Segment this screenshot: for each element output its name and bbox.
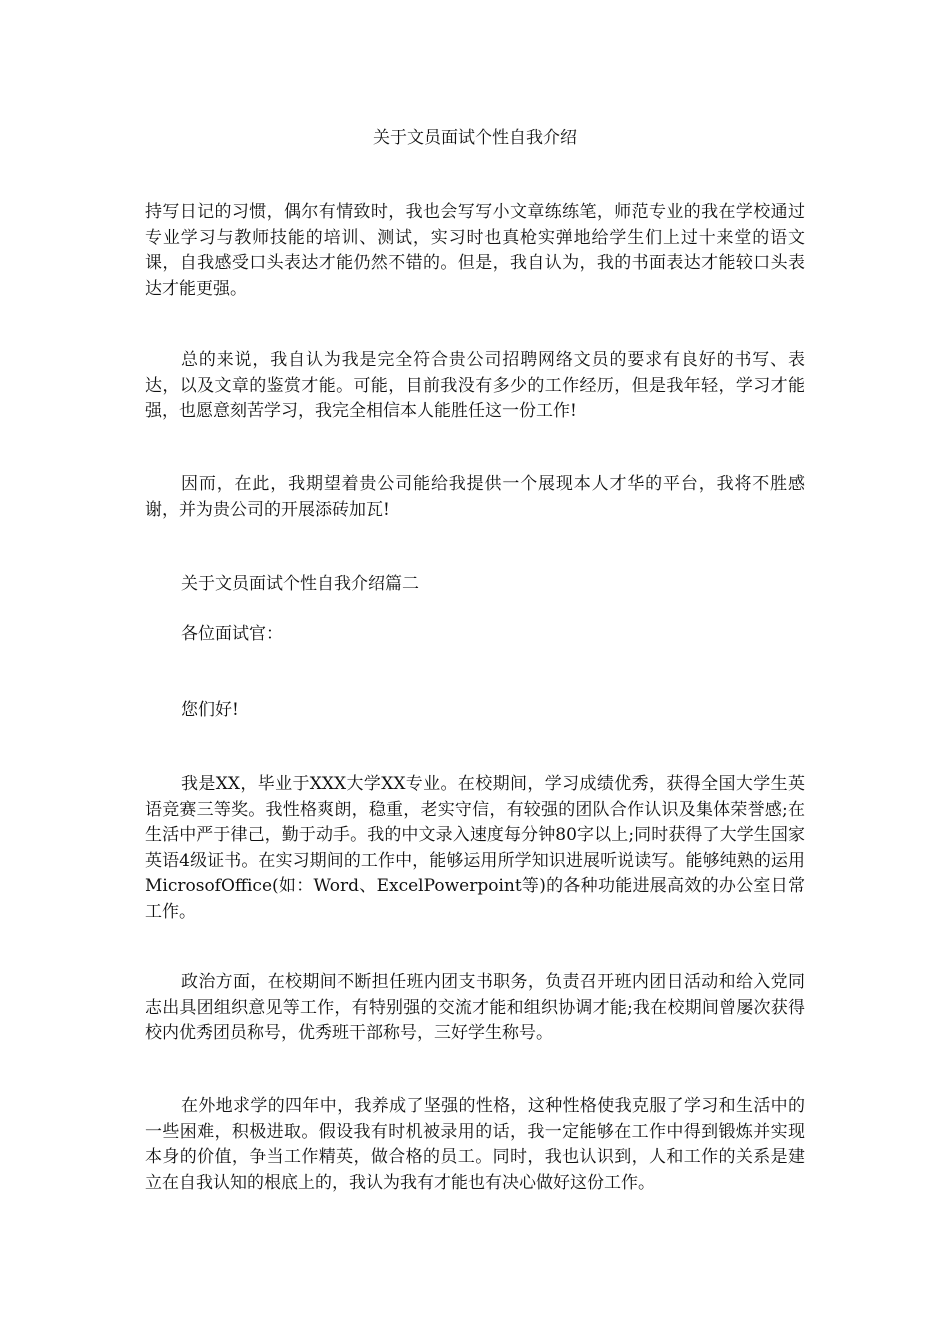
paragraph-character: 在外地求学的四年中，我养成了坚强的性格，这种性格使我克服了学习和生活中的一些困难，积极进取。假设我有时机被录用的话，我一定能够在工作中得到锻炼并实现本身的价值，争当工作精英，做合格的员工。同时，我也认识到，人和工作的关系是建立在自我认知的根底上的，我认为我有才能也有决心做好这份工作。	[145, 1096, 805, 1193]
paragraph-politics: 政治方面，在校期间不断担任班内团支书职务，负责召开班内团日活动和给入党同志出具团组织意见等工作，有特别强的交流才能和组织协调才能;我在校期间曾屡次获得校内优秀团员称号，优秀班干部称号，三好学生称号。	[145, 972, 805, 1043]
document-title: 关于文员面试个性自我介绍	[373, 128, 577, 148]
paragraph-self-intro: 我是XX，毕业于XXX大学XX专业。在校期间，学习成绩优秀，获得全国大学生英语竞赛三等奖。我性格爽朗，稳重，老实守信，有较强的团队合作认识及集体荣誉感;在生活中严于律己，勤于动手。我的中文录入速度每分钟80字以上;同时获得了大学生国家英语4级证书。在实习期间的工作中，能够运用所学知识进展听说读写。能够纯熟的运用MicrosofOffice(如：Word、ExcelPowerpoint等)的各种功能进展高效的办公室日常工作。	[145, 774, 805, 922]
salutation: 各位面试官：	[181, 624, 283, 644]
paragraph-1: 持写日记的习惯，偶尔有情致时，我也会写写小文章练练笔，师范专业的我在学校通过专业学习与教师技能的培训、测试，实习时也真枪实弹地给学生们上过十来堂的语文课，自我感受口头表达才能仍然不错的。但是，我自认为，我的书面表达才能较口头表达才能更强。	[145, 202, 805, 299]
section-heading-2: 关于文员面试个性自我介绍篇二	[181, 574, 419, 594]
greeting: 您们好!	[181, 700, 239, 720]
paragraph-3: 因而，在此，我期望着贵公司能给我提供一个展现本人才华的平台，我将不胜感谢，并为贵公司的开展添砖加瓦!	[145, 474, 805, 520]
paragraph-2: 总的来说，我自认为我是完全符合贵公司招聘网络文员的要求有良好的书写、表达，以及文章的鉴赏才能。可能，目前我没有多少的工作经历，但是我年轻，学习才能强，也愿意刻苦学习，我完全相信本人能胜任这一份工作!	[145, 350, 805, 421]
